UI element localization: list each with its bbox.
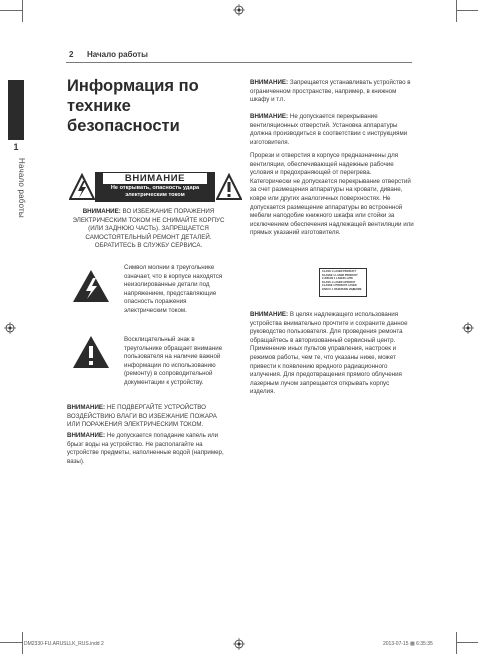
laser-label-line: LUOKAN 1 LASER LAITE [322,277,353,281]
warning-paragraph-laser [250,311,414,397]
footer-timestamp: 2013-07-15 ▩ 6:35:35 [383,641,433,647]
side-tab-marker [8,80,24,140]
laser-label-line: CLASSE 1 PRODUIT LASER [322,284,357,288]
warning-label: ВНИМАНИЕ: [250,113,289,120]
crop-mark [0,642,22,643]
warning-label: ВНИМАНИЕ: [250,79,289,86]
lightning-warning-icon [69,172,95,202]
warning-paragraph-water [67,432,230,466]
crop-mark [22,632,23,654]
side-tab-number: 1 [13,142,19,152]
warning-text: ВО ИЗБЕЖАНИЕ ПОРАЖЕНИЯ ЭЛЕКТРИЧЕСКИМ ТОКОМ НЕ СНИМАЙТЕ КОРПУС (ИЛИ ЗАДНЮЮ ЧАСТЬ). ЗАПРЕЩАЕТСЯ САМОСТОЯТЕЛЬНЫЙ РЕМОНТ ДЕТАЛЕЙ. ОБРАТИТЕСЬ В СЛУЖБУ СЕРВИСА. [72,208,225,250]
laser-label-line: CLASS 1 LASER PRODUCT [322,270,357,273]
crop-mark [22,0,23,22]
footer-file-name: DM2330-FU.ARUSLLK_RUS.indd 2 [24,641,104,647]
registration-mark-icon [4,322,16,334]
laser-label-line: KLASS 1 LASER APPARAT [322,280,356,284]
laser-label-line: KLASSE 1 LASER PRODUKT [322,273,358,277]
warning-text: Не допускается попадание капель или брызг воды на устройство. Не располагайте на устройстве предметы, наполненные водой (например, вазы). [67,432,224,465]
caution-badge-subtitle: Не открывать, опасность удара электрическим током [110,185,200,198]
registration-mark-icon [462,322,474,334]
lightning-symbol-icon [71,268,111,304]
crop-mark [456,642,478,643]
header-section-title: Начало работы [87,50,148,59]
warning-text: Запрещается устанавливать устройство в ограниченном пространстве, например, в книжном шкафу и т.п. [250,79,411,104]
caution-badge-title: ВНИМАНИЕ [103,173,207,184]
registration-mark-icon [233,4,245,16]
warning-label: ВНИМАНИЕ: [82,208,121,215]
registration-mark-icon [233,638,245,650]
lightning-symbol-description: Символ молнии в треугольнике означает, что в корпусе находятся неизолированные детали под напряжением, представляющие опасность поражения электрическим током. [124,264,223,314]
warning-paragraph-ventilation [250,113,414,147]
exclamation-symbol-icon [71,334,111,370]
warning-text: В целях надлежащего использования устройства внимательно прочтите и сохраните данное руководство пользователя. Для проведения ремонта обращайтесь в авторизованный сервисный центр. Применение иных пультов управления, настроек и режимов работы, чем те, что указаны ниже, может привести к появлению вредного радиационного излучения. Для предотвращения прямого облучения лазерным лучом запрещается открывать корпус изделия. [250,311,408,396]
warning-label: ВНИМАНИЕ: [250,311,289,318]
warning-paragraph-confined-space [250,79,414,105]
warning-text: НЕ ПОДВЕРГАЙТЕ УСТРОЙСТВО ВОЗДЕЙСТВИЮ ВЛАГИ ВО ИЗБЕЖАНИЕ ПОЖАРА ИЛИ ПОРАЖЕНИЯ ЭЛЕКТРИЧЕСКИМ ТОКОМ. [67,404,217,429]
exclamation-warning-icon [216,172,242,202]
side-tab-label: Начало работы [17,158,26,218]
laser-class-label [319,268,367,297]
crop-mark [0,10,22,11]
warning-label: ВНИМАНИЕ: [67,432,106,439]
page-number: 2 [69,50,74,59]
ventilation-details-paragraph: Прорези и отверстия в корпусе предназначены для вентиляции, обеспечивающей надежные рабочие условия и предохраняющей от перегрева. Категорически не допускается перекрывание отверстий за счет размещения аппаратуры на кровати, диване, ковре или других аналогичных поверхностях. Не допускается размещение аппаратуры во встроенной мебели наподобие книжного шкафа или стойки за исключением обеспечения надлежащей вентиляции или прямых указаний изготовителя. [250,152,414,237]
page-title: Информация по технике безопасности [67,77,199,135]
header-divider [66,62,412,63]
warning-paragraph-disassembly [67,208,230,251]
crop-mark [456,0,457,22]
warning-paragraph-moisture [67,404,230,430]
laser-label-line: КЛАСС 1 ЛАЗЕРНОЕ ИЗДЕЛИЕ [322,287,362,291]
crop-mark [456,632,457,654]
warning-label: ВНИМАНИЕ: [67,404,106,411]
crop-mark [456,10,478,11]
exclamation-symbol-description: Восклицательный знак в треугольнике обращает внимание пользователя на наличие важной информации по использованию (ремонту) в сопроводительной документации к устройству. [124,336,223,386]
warning-text: Не допускается перекрывание вентиляционных отверстий. Установка аппаратуры должна производиться в соответствии с инструкциями изготовителя. [250,113,408,146]
